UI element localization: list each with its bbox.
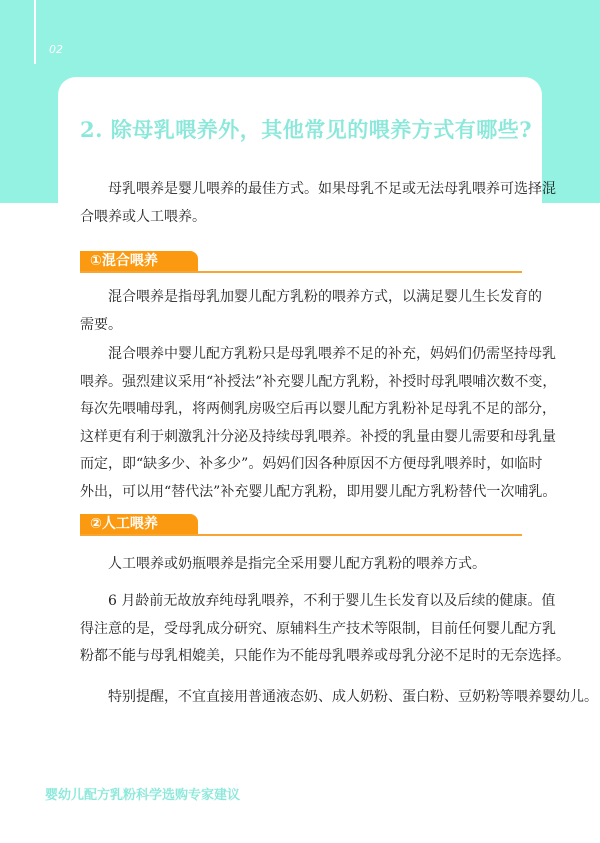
section-tab: ②人工喂养 <box>80 514 198 534</box>
text-line: 特别提醒，不宜直接用普通液态奶、成人奶粉、蛋白粉、豆奶粉等喂养婴幼儿。 <box>108 689 598 705</box>
text-line: 6 月龄前无故放弃纯母乳喂养，不利于婴儿生长发育以及后续的健康。值 <box>108 593 556 609</box>
section-heading-artificial <box>80 514 522 536</box>
section-tab: ①混合喂养 <box>80 251 198 271</box>
text-line: 喂养。强烈建议采用“补授法”补充婴儿配方乳粉，补授时母乳喂哺次数不变， <box>80 373 557 390</box>
section2-paragraph3 <box>80 684 598 712</box>
text-line: 需要。 <box>80 316 122 333</box>
text-line: 母乳喂养是婴儿喂养的最佳方式。如果母乳不足或无法母乳喂养可选择混 <box>108 181 556 197</box>
text-line: 混合喂养是指母乳加婴儿配方乳粉的喂养方式，以满足婴儿生长发育的 <box>108 289 542 305</box>
section1-paragraph1 <box>80 284 542 339</box>
text-line: 每次先喂哺母乳，将两侧乳房吸空后再以婴儿配方乳粉补足母乳不足的部分， <box>80 401 556 417</box>
section1-paragraph2 <box>80 341 557 506</box>
text-line: 合喂养或人工喂养。 <box>80 208 206 225</box>
intro-paragraph <box>80 176 556 231</box>
section2-paragraph1 <box>80 551 522 579</box>
footer-title: 婴幼儿配方乳粉科学选购专家建议 <box>45 788 241 803</box>
text-line: 人工喂养或奶瓶喂养是指完全采用婴儿配方乳粉的喂养方式。 <box>108 556 486 572</box>
text-line: 粉都不能与母乳相媲美，只能作为不能母乳喂养或母乳分泌不足时的无奈选择。 <box>80 648 570 664</box>
text-line: 而定，即“缺多少、补多少”。妈妈们因各种原因不方便母乳喂养时，如临时 <box>80 456 543 472</box>
text-line: 混合喂养中婴儿配方乳粉只是母乳喂养不足的补充，妈妈们仍需坚持母乳 <box>108 346 556 362</box>
text-line: 这样更有利于刺激乳汁分泌及持续母乳喂养。补授的乳量由婴儿需要和母乳量 <box>80 428 556 445</box>
page-title: 2. 除母乳喂养外，其他常见的喂养方式有哪些? <box>80 117 533 142</box>
text-line: 得注意的是，受母乳成分研究、原辅料生产技术等限制，目前任何婴儿配方乳 <box>80 620 556 637</box>
section-heading-mixed <box>80 251 522 273</box>
divider <box>34 0 36 64</box>
text-line: 外出，可以用“替代法”补充婴儿配方乳粉，即用婴儿配方乳粉替代一次哺乳。 <box>80 483 557 500</box>
section2-paragraph2 <box>80 588 570 671</box>
page-number: 02 <box>49 43 63 56</box>
